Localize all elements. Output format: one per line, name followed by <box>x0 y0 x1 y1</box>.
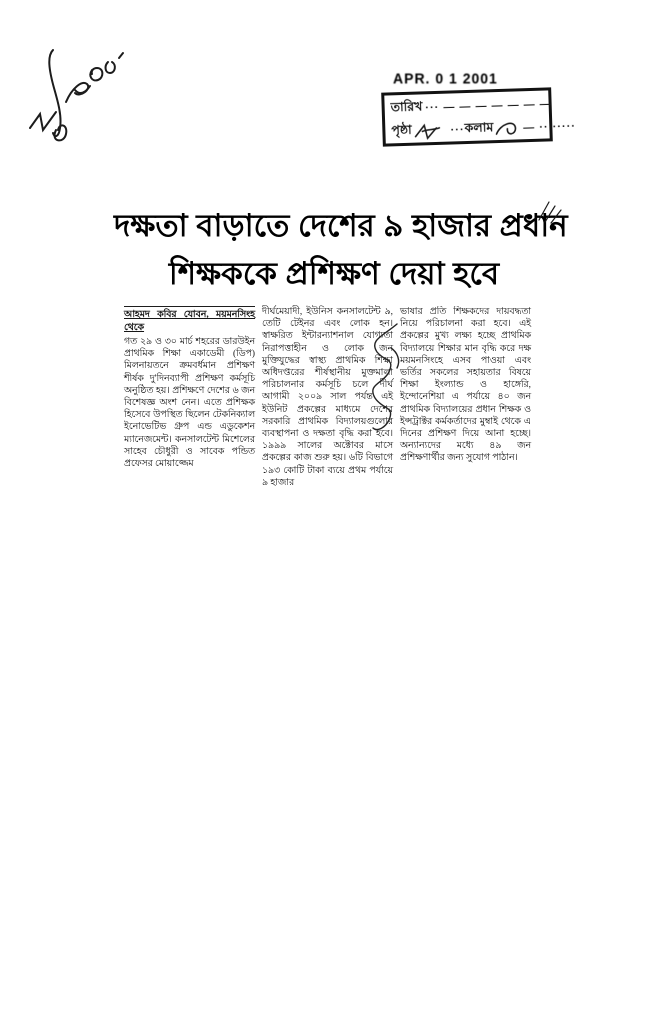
handwritten-column-loop-scribble-icon <box>494 119 521 138</box>
headline-line-2: শিক্ষককে প্রশিক্ষণ দেয়া হবে <box>168 256 500 291</box>
article-column-1 <box>124 306 255 489</box>
stamp-mid-dots: ··· <box>450 123 465 137</box>
stamp-column-label: কলাম <box>464 119 494 135</box>
stamp-date-label: তারিখ <box>390 98 423 114</box>
article-headline <box>114 201 568 297</box>
article-body <box>124 306 531 489</box>
stamp-row-page-column <box>391 116 577 144</box>
date-stamp: APR. 0 1 2001 <box>393 69 498 87</box>
stamp-date-dashes: ··· — — — — — — — <box>425 97 552 114</box>
registry-stamp-box <box>381 87 577 146</box>
pen-scratch-marks-icon <box>533 196 567 226</box>
byline: আহমদ কবির যোবন, ময়মনসিংহ থেকে <box>124 306 255 334</box>
signature-icon <box>20 40 125 145</box>
column-1-text: গত ২৯ ও ৩০ মার্চ শহরের ডারউইন প্রাথমিক শিক্ষা একাডেমী (ডিপ) মিলনায়তনে ক্রমবর্ধমান প্রশিক্ষণ শীর্ষক দু'দিনব্যাপী প্রশিক্ষণ কর্মসূচি অনুষ্ঠিত হয়। প্রশিক্ষণে দেশের ৬ জন বিশেষজ্ঞ অংশ নেন। এতে প্রশিক্ষক হিসেবে উপস্থিত ছিলেন টেকনিক্যাল ইনোভেটিভ গ্রুপ এন্ড এডুকেশন ম্যানেজমেন্ট। কনসালটেন্ট মিশেলের সাহেব চৌধুরী ও সাবেক পন্ডিত প্রফেসর মোয়াজ্জেম <box>124 337 255 470</box>
handwritten-margin-scribble-icon <box>355 318 405 436</box>
handwritten-signature <box>20 40 125 145</box>
column-2-text: দীর্ঘমেয়াদী, ইউনিস কনসালটেন্ট ৯, তেটি টেইনর এবং লোক হন। স্বাক্ষরিত ইন্টারন্যাশনাল যোগ্যতা নিরাপত্তাহীন ও লোক জন মুক্তিযুদ্ধের স্বাস্থ্য প্রাথমিক শিক্ষা অধিদপ্তরের শীর্ষস্থানীয় মুক্তমালা পরিচালনার কর্মসূচি চলে দীর্ঘ আগামী ২০০৯ সাল পর্যন্ত এই ইউনিট প্রকল্পের মাধ্যমে দেশের সরকারি প্রাথমিক বিদ্যালয়গুলোর ব্যবস্থাপনা ও দক্ষতা বৃদ্ধি করা হবে। ১৯৯৯ সালের অক্টোবর মাসে প্রকল্পের কাজ শুরু হয়। ৬টি বিভাগে ১৯৩ কোটি টাকা ব্যয়ে প্রথম পর্যায়ে ৯ হাজার <box>262 307 393 488</box>
column-3-text: ভাষার প্রতি শিক্ষকদের দায়বদ্ধতা নিয়ে পরিচালনা করা হবে। এই প্রকল্পের মুখ্য লক্ষ্য হচ্ছে প্রাথমিক বিদ্যালয়ে শিক্ষার মান বৃদ্ধি করে দক্ষ ময়মনসিংহে এসব পাওয়া এবং ভর্তির সকলের সহায়তার বিষয়ে শিক্ষা ইংল্যান্ড ও হাঙ্গেরি, ইন্দোনেশিয়া এ পর্যায়ে ৪০ জন প্রাথমিক বিদ্যালয়ের প্রধান শিক্ষক ও ইন্সট্রাক্টর কর্মকর্তাদের মুম্বাই থেকে এ দিনের প্রশিক্ষণ দিয়ে আনা হচ্ছে। অন্যান্যদের মধ্যে ৪৯ জন প্রশিক্ষণার্থীর জন্য সুযোগ পাঠান। <box>400 307 531 464</box>
article-column-3 <box>400 306 531 489</box>
handwritten-page-number-scribble-icon <box>413 120 448 141</box>
stamp-column-dashes: — ·· ····· <box>523 120 577 134</box>
stamp-page-label: পৃষ্ঠা <box>391 122 412 137</box>
headline-line-1: দক্ষতা বাড়াতে দেশের ৯ হাজার প্রধান <box>114 208 568 243</box>
